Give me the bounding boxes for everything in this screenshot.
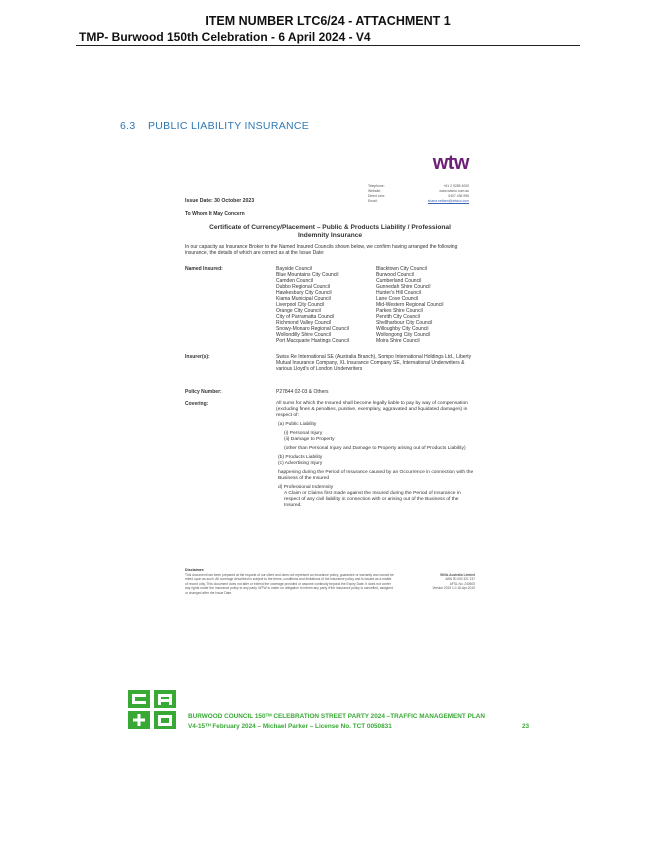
certificate-intro: In our capacity as Insurance Broker to the Named Insured Councils shown below, we confirm having arranged the following insurance, the details of which are correct as at the Issue Date: [185,244,458,257]
council-item: Kiama Municipal Council [276,296,331,302]
covering-details [276,401,474,509]
council-item: Richmond Valley Council [276,320,332,326]
insurers-label: Insurer(s): [185,354,210,360]
section-title: PUBLIC LIABILITY INSURANCE [148,120,310,132]
covering-label: Covering: [185,401,209,407]
council-item: Gunnedah Shire Council [376,284,431,290]
covering-intro: All sums for which the Insured shall become legally liable to pay by way of compensation (excluding fines & penalties, punitive, exemplary, aggravated and liquidated damages) in respect of: [276,401,468,418]
council-item: Cumberland Council [376,278,422,284]
website-value: www.wtwco.com.au [439,188,469,193]
council-item: Burwood Council [376,272,414,278]
council-item: Wollongong City Council [376,332,431,338]
council-item: Willoughby City Council [376,326,429,332]
cover-products-liability: (b) Products Liability [278,454,323,460]
council-item: Lane Cove Council [376,296,419,302]
cover-public-liability: (a) Public Liability [278,421,317,427]
salutation: To Whom It May Concern [185,211,245,217]
named-insured-label: Named Insured: [185,266,223,272]
council-logo [126,688,180,731]
company-name: Willis Australia Limited [440,573,475,577]
certificate-title-line-2: Indemnity Insurance [297,232,363,240]
insurers-value: Swiss Re International SE (Australia Branch), Sompo International Holdings Ltd., Liberty Mutual Insurance Company, XL Insurance Company SE, International Underwriters & various Lloyd's of London Underwriters [276,354,472,373]
council-list [276,266,476,344]
cover-professional-indemnity: d) Professional Indemnity [278,484,334,490]
council-item: Hunter's Hill Council [376,290,421,296]
website-label: Website: [368,188,382,193]
insurance-certificate [185,148,475,568]
email-label: Email: [368,198,378,203]
company-details [417,573,475,590]
council-column-2 [376,266,476,344]
council-item: Port Macquarie Hastings Council [276,338,349,344]
telephone-value: +61 2 9285 4000 [443,184,469,188]
council-item: Snowy-Monaro Regional Council [276,326,349,332]
company-abn: ABN 90 000 321 237 [445,577,475,582]
council-item: Mid-Western Regional Council [376,302,444,308]
item-number-header: ITEM NUMBER LTC6/24 - ATTACHMENT 1 [205,14,451,28]
document-title: TMP- Burwood 150th Celebration - 6 April 2024 - V4 [79,30,371,44]
disclaimer-title: Disclaimer: [185,568,205,572]
council-column-1 [276,266,376,344]
council-item: Shellharbour City Council [376,320,433,326]
cover-damage-to-property: (ii) Damage to Property [284,436,335,442]
certificate-title [185,224,475,240]
email-link[interactable]: shana.neilsen@wtwco.com [427,198,469,203]
issue-date: Issue Date: 30 October 2023 [185,198,255,204]
disclaimer [185,568,475,608]
section-heading [120,120,309,132]
document-version: Version 2019 1.0 18-Apr-2019 [432,585,475,590]
telephone-label: Telephone: [368,184,385,188]
direct-line-value: 0407 436 996 [448,193,469,198]
council-item: Liverpool City Council [276,302,325,308]
cover-advertising-injury: (c) Advertising Injury [278,460,323,466]
direct-line-label: Direct Line: [368,193,386,198]
cover-personal-injury: (i) Personal Injury [284,430,323,436]
council-item: Hawkesbury City Council [276,290,332,296]
council-item: Blacktown City Council [376,266,427,272]
cover-occurrence-clause: happening during the Period of Insurance caused by an Occurrence in connection with the Business of the Insured [278,469,474,481]
cover-claims-clause: A Claim or Claims first made against the Insured during the Period of Insurance in respect of any civil liability in connection with or arising out of the Business of the Insured. [284,490,461,508]
cover-exclusion-note: (other than Personal Injury and Damage to Property arising out of Products Liability) [284,445,466,451]
council-item: City of Parramatta Council [276,314,335,320]
section-number: 6.3 [120,120,136,132]
council-item: Moira Shire Council [376,338,420,344]
policy-number-label: Policy Number: [185,389,222,395]
header-divider [76,45,580,46]
wtw-logo: wtw [432,152,469,174]
council-item: Blue Mountains City Council [276,272,339,278]
council-item: Bayside Council [276,266,312,272]
policy-number-value: P27844 02-03 & Others [276,389,329,395]
disclaimer-text: This document has been prepared at the request of our client and does not represent an insurance policy, guarantee or warranty and cannot be relied upon as such. All coverage described is subject to the terms, conditions and limitations of the insurance policy and is issued as a matter of record only. This document does not alter or extend the coverage provided or assume continuity beyond the Expiry Date. It does not confer any rights under the insurance policy to any party. WTW is under no obligation to inform any party if the insurance policy is cancelled, assigned or changed after the Issue Date. [185,572,394,595]
company-afsl: AFSL No. 240600 [449,581,475,586]
certificate-title-line-1: Certificate of Currency/Placement – Public & Products Liability / Professional [209,224,451,231]
footer-plan-title: BURWOOD COUNCIL 150ᵀᴹ CELEBRATION STREET PARTY 2024 –TRAFFIC MANAGEMENT PLAN [188,713,485,720]
council-item: Orange City Council [276,308,321,314]
council-item: Penrith City Council [376,314,420,320]
footer-version-line: V4-15ᵀᴴ February 2024 – Michael Parker – License No. TCT 0050831 [188,723,392,730]
page-number: 23 [522,723,530,730]
council-item: Wollondilly Shire Council [276,332,331,338]
council-item: Dubbo Regional Council [276,284,330,290]
council-item: Camden Council [276,278,313,284]
contact-details [368,184,469,204]
council-item: Parkes Shire Council [376,308,423,314]
